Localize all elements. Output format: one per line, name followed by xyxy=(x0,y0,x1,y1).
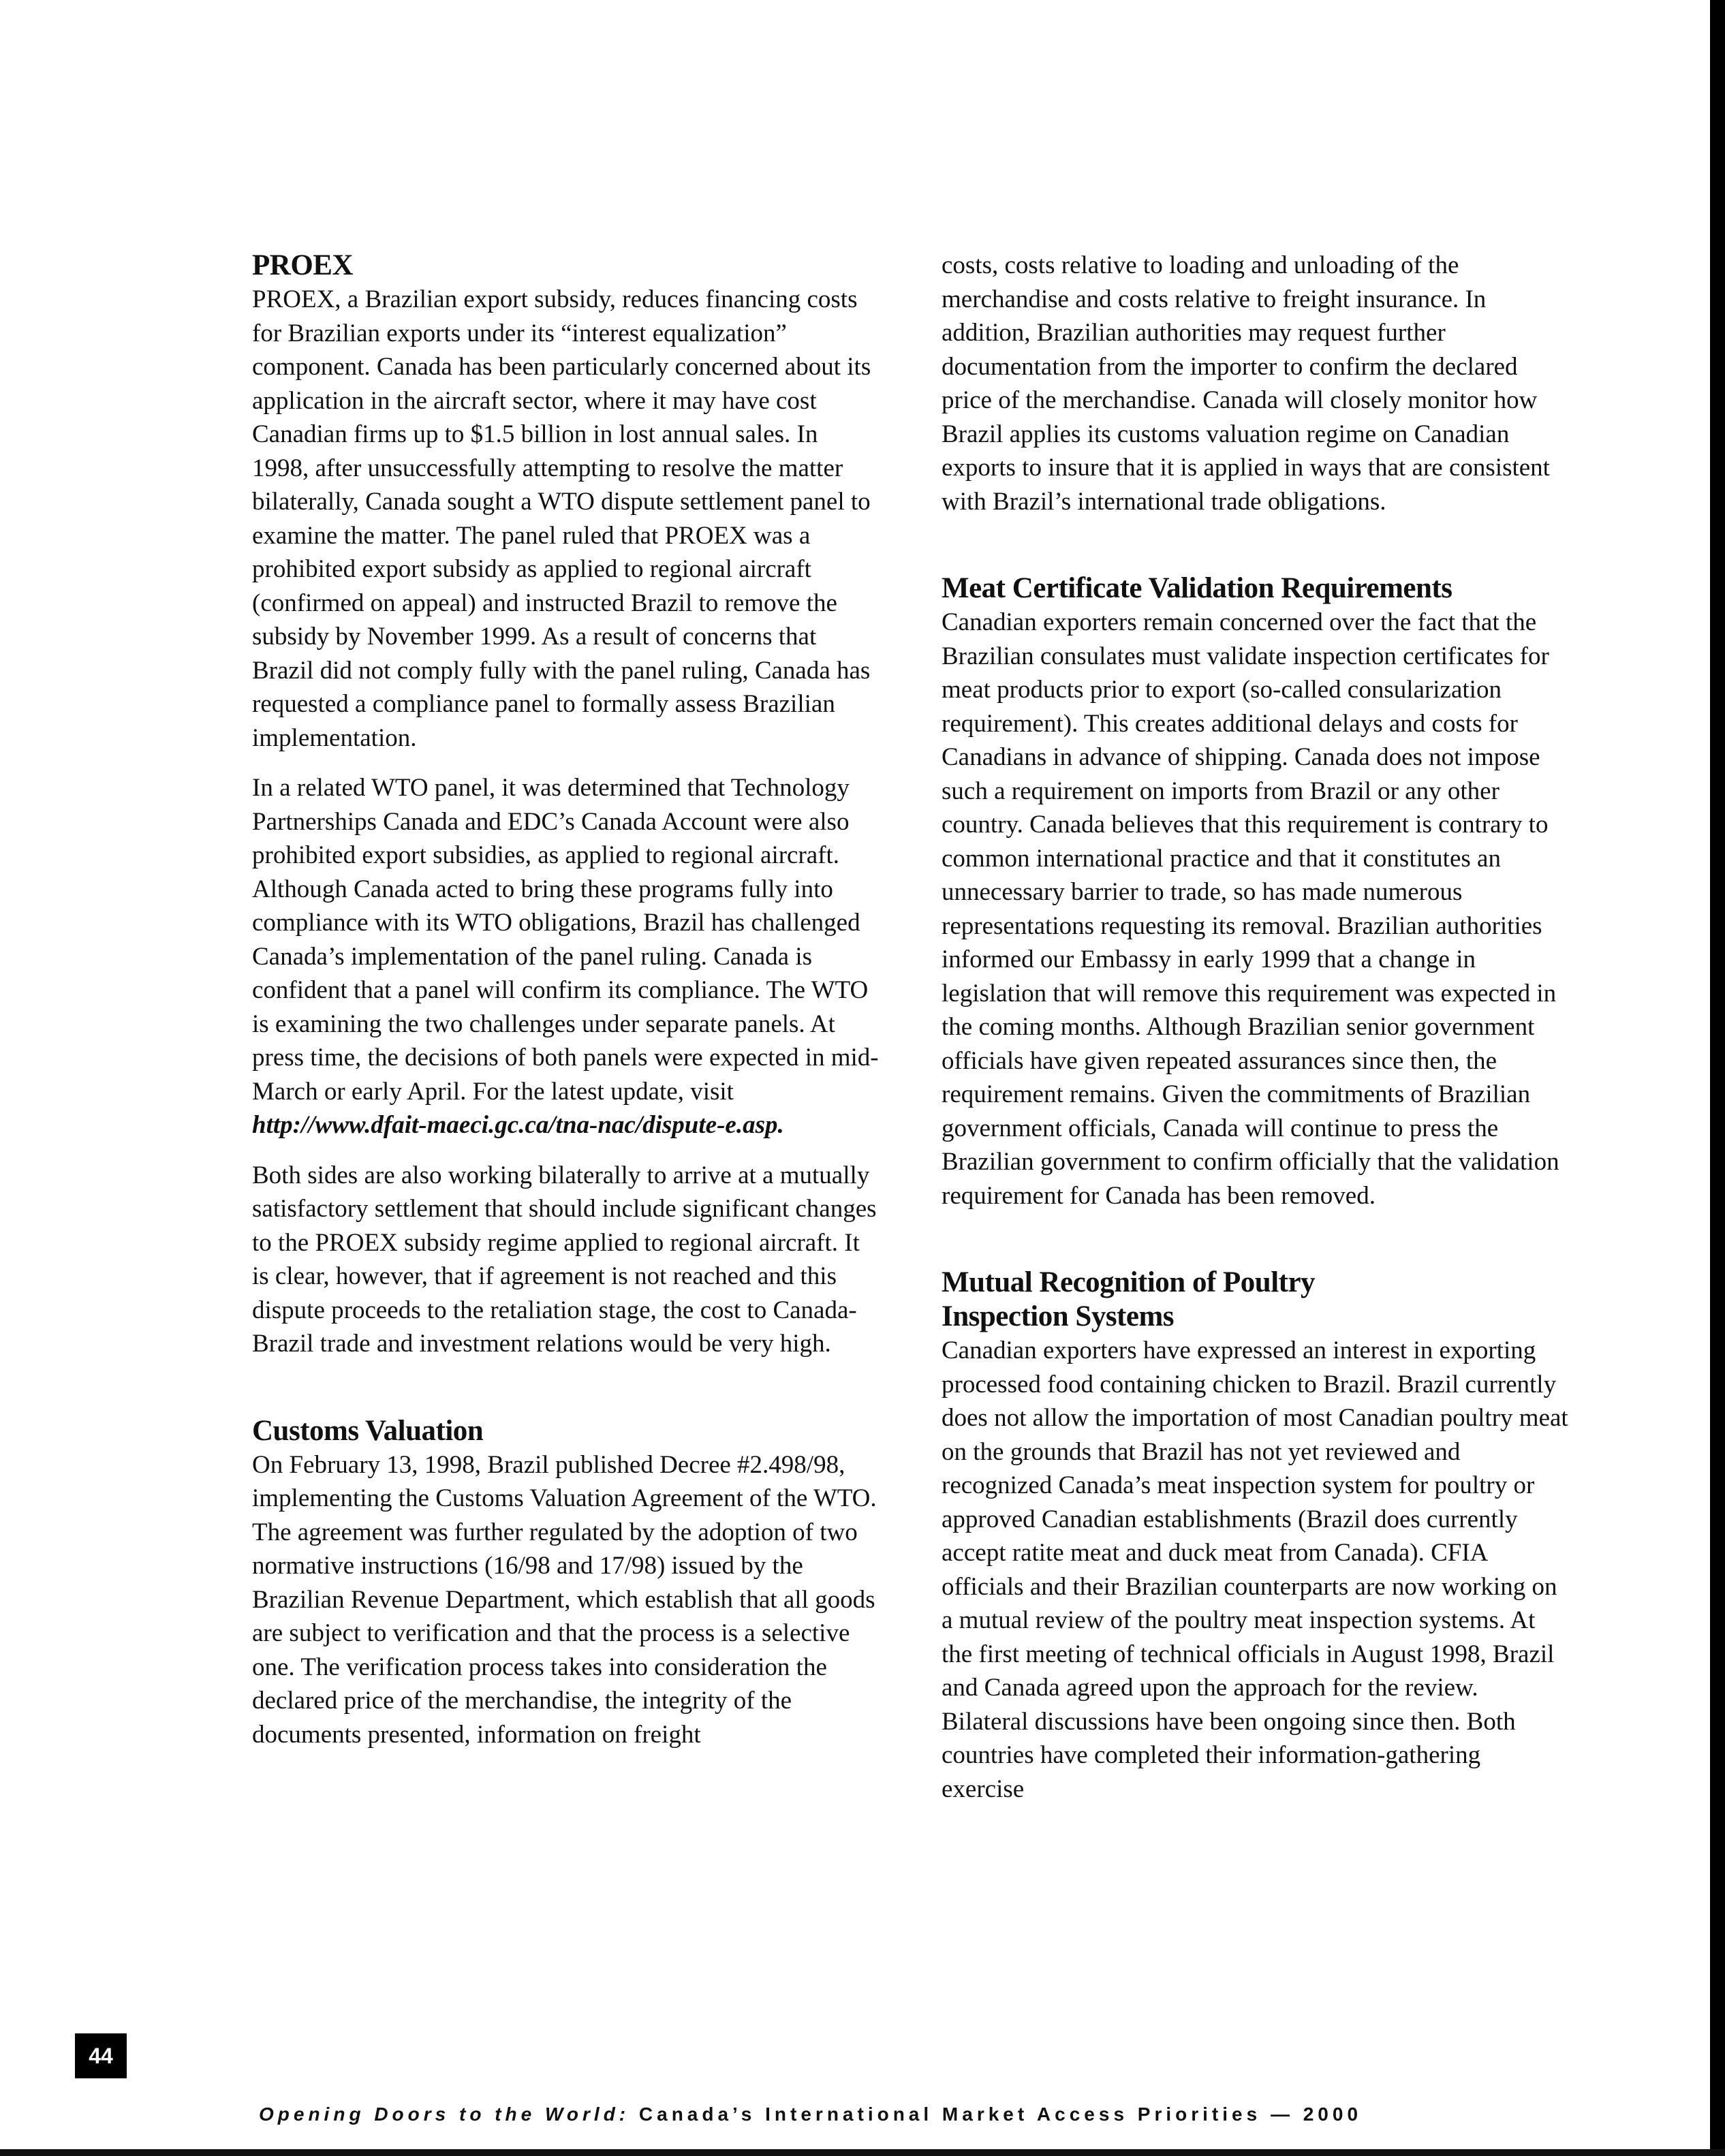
heading-meat-certificate: Meat Certificate Validation Requirements xyxy=(942,572,1452,604)
paragraph-customs-continued: costs, costs relative to loading and unloading of the merchandise and costs relative to freight insurance. In addition, Brazilian authorities may request further documentation from the importer to confirm the declared price of the merchandise. Canada will closely monitor how Brazil applies its customs valuation regime on Canadian exports to insure that it is applied in ways that are consistent with Brazil’s international trade obligations. xyxy=(942,251,1550,516)
paragraph-poultry-recognition: Canadian exporters have expressed an interest in exporting processed food containing chicken to Brazil. Brazil currently does not allow the importation of most Canadian poultry meat on the grounds that Brazil has not yet reviewed and recognized Canada’s meat inspection system for poultry or approved Canadian establishments (Brazil does currently accept ratite meat and duck meat from Canada). CFIA officials and their Brazilian counterparts are now working on a mutual review of the poultry meat inspection systems. At the first meeting of technical officials in August 1998, Brazil and Canada agreed upon the approach for the review. Bilateral discussions have been ongoing since then. Both countries have completed their information-gathering exercise xyxy=(942,1337,1568,1803)
heading-poultry-line2: Inspection Systems xyxy=(942,1300,1175,1332)
heading-poultry-recognition xyxy=(942,1266,1568,1334)
heading-customs-valuation: Customs Valuation xyxy=(252,1414,484,1447)
related-panel-text: In a related WTO panel, it was determined that Technology Partnerships Canada and EDC’s Canada Account were also prohibited export subsidies, as applied to regional aircraft. Although Canada acted to bring these programs fully into compliance with its WTO obligations, Brazil has challenged Canada’s implementation of the panel ruling. Canada is confident that a panel will confirm its compliance. The WTO is examining the two challenges under separate panels. At press time, the decisions of both panels were expected in mid-March or early April. For the latest update, visit xyxy=(252,774,879,1106)
dispute-url-link[interactable]: http://www.dfait-maeci.gc.ca/tna-nac/dispute-e.asp. xyxy=(252,1111,784,1139)
page-edge-bar-right xyxy=(1710,0,1725,2156)
paragraph-proex-intro: PROEX, a Brazilian export subsidy, reduces financing costs for Brazilian exports under its “interest equalization” component. Canada has been particularly concerned about its application in the aircraft sector, where it may have cost Canadian firms up to $1.5 billion in lost annual sales. In 1998, after unsuccessfully attempting to resolve the matter bilaterally, Canada sought a WTO dispute settlement panel to examine the matter. The panel ruled that PROEX was a prohibited export subsidy as applied to regional aircraft (confirmed on appeal) and instructed Brazil to remove the subsidy by November 1999. As a result of concerns that Brazil did not comply fully with the panel ruling, Canada has requested a compliance panel to formally assess Brazilian implementation. xyxy=(252,285,871,752)
paragraph-meat-certificate: Canadian exporters remain concerned over the fact that the Brazilian consulates must validate inspection certificates for meat products prior to export (so-called consularization requirement). This creates additional delays and costs for Canadians in advance of shipping. Canada does not impose such a requirement on imports from Brazil or any other country. Canada believes that this requirement is contrary to common international practice and that it constitutes an unnecessary barrier to trade, so has made numerous representations requesting its removal. Brazilian authorities informed our Embassy in early 1999 that a change in legislation that will remove this requirement was expected in the coming months. Although Brazilian senior government officials have given repeated assurances since then, the requirement remains. Given the commitments of Brazilian government officials, Canada will continue to press the Brazilian government to confirm officially that the validation requirement for Canada has been removed. xyxy=(942,608,1559,1210)
paragraph-proex-related-panel xyxy=(252,771,879,1142)
left-column xyxy=(252,249,879,1768)
section-spacer xyxy=(942,535,1568,572)
heading-proex: PROEX xyxy=(252,249,353,281)
page-edge-bar-bottom xyxy=(0,2149,1725,2156)
paragraph-customs-valuation: On February 13, 1998, Brazil published Decree #2.498/98, implementing the Customs Valuation Agreement of the WTO. The agreement was further regulated by the adoption of two normative instructions (16/98 and 17/98) issued by the Brazilian Revenue Department, which establish that all goods are subject to verification and that the process is a selective one. The verification process takes into consideration the declared price of the merchandise, the integrity of the documents presented, information on freight xyxy=(252,1450,877,1749)
footer-title-rest: Canada’s International Market Access Priorities — 2000 xyxy=(630,2104,1363,2125)
paragraph-proex-settlement: Both sides are also working bilaterally to arrive at a mutually satisfactory settlement that should include significant changes to the PROEX subsidy regime applied to regional aircraft. It is clear, however, that if agreement is not reached and this dispute proceeds to the retaliation stage, the cost to Canada-Brazil trade and investment relations would be very high. xyxy=(252,1161,877,1358)
right-column xyxy=(942,249,1568,1822)
footer-title-italic: Opening Doors to the World: xyxy=(259,2104,630,2125)
heading-poultry-line1: Mutual Recognition of Poultry xyxy=(942,1266,1316,1298)
running-footer xyxy=(259,2104,1362,2125)
section-spacer xyxy=(252,1377,879,1414)
page-number: 44 xyxy=(75,2033,127,2078)
section-spacer xyxy=(942,1229,1568,1266)
